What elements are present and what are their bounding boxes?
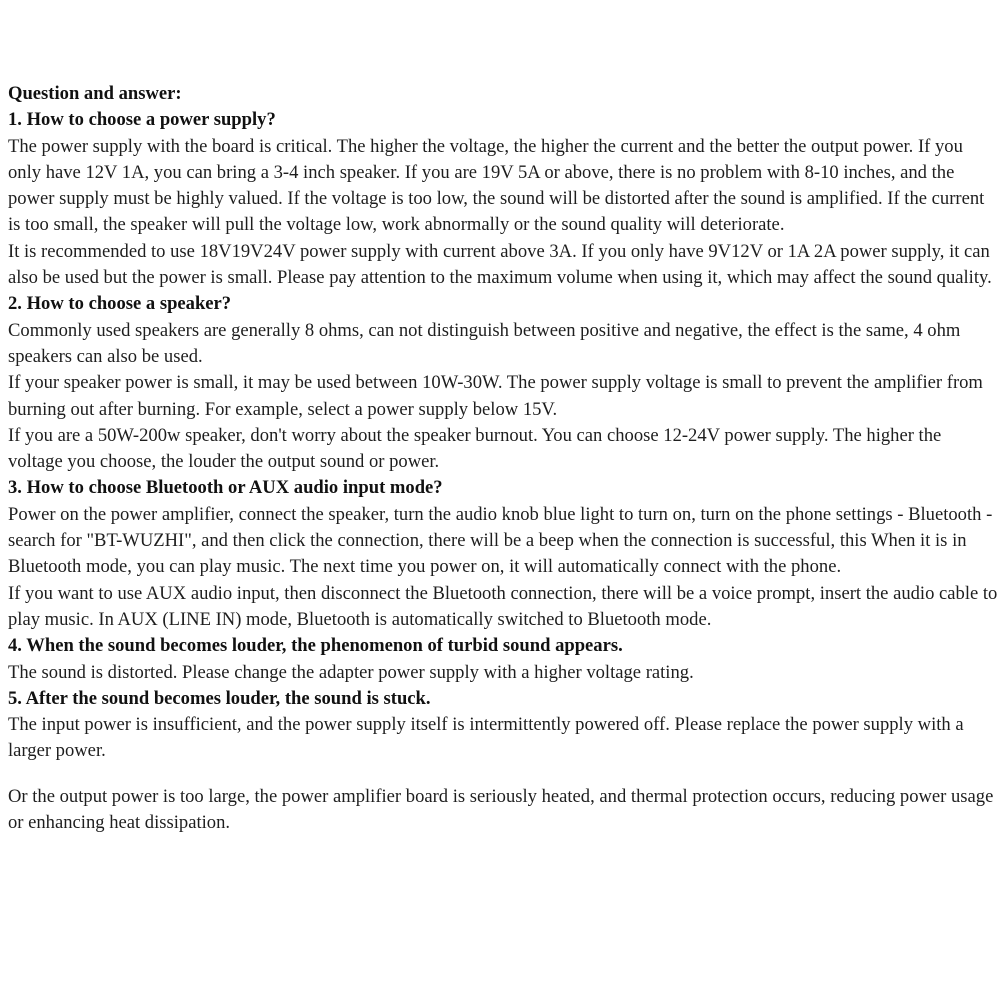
paragraph-spacer — [8, 765, 998, 784]
section-3-paragraph-1: Power on the power amplifier, connect the speaker, turn the audio knob blue light to turn on, turn on the phone settings - Bluetooth - search for "BT-WUZHI", and then click the connection, there will be a beep when the connection is successful, this When it is in Bluetooth mode, you can play music. The next time you power on, it will automatically connect with the phone. — [8, 503, 993, 578]
section-5-heading: 5. After the sound becomes louder, the sound is stuck. — [8, 687, 431, 709]
section-4-paragraph-1: The sound is distorted. Please change the adapter power supply with a higher voltage rating. — [8, 661, 694, 683]
section-1-paragraph-1: The power supply with the board is critical. The higher the voltage, the higher the current and the better the output power. If you only have 12V 1A, you can bring a 3-4 inch speaker. If you are 19V 5A or above, there is no problem with 8-10 inches, and the power supply must be highly valued. If the voltage is too low, the sound will be distorted after the sound is amplified. If the current is too small, the speaker will pull the voltage low, work abnormally or the sound quality will deteriorate. — [8, 135, 985, 236]
section-4-heading: 4. When the sound becomes louder, the phenomenon of turbid sound appears. — [8, 635, 623, 657]
section-2-heading: 2. How to choose a speaker? — [8, 293, 232, 315]
section-5-paragraph-1: The input power is insufficient, and the power supply itself is intermittently powered off. Please replace the power supply with a larger power. — [8, 714, 964, 762]
section-2-paragraph-2: If your speaker power is small, it may be used between 10W-30W. The power supply voltage is small to prevent the amplifier from burning out after burning. For example, select a power supply below 15V. — [8, 372, 983, 420]
section-3-paragraph-2: If you want to use AUX audio input, then disconnect the Bluetooth connection, there will be a voice prompt, insert the audio cable to play music. In AUX (LINE IN) mode, Bluetooth is automatically switched to Bluetooth mode. — [8, 582, 998, 630]
section-3-heading: 3. How to choose Bluetooth or AUX audio input mode? — [8, 477, 443, 499]
section-2-paragraph-3: If you are a 50W-200w speaker, don't worry about the speaker burnout. You can choose 12-24V power supply. The higher the voltage you choose, the louder the output sound or power. — [8, 424, 942, 473]
document-title: Question and answer: — [8, 83, 182, 104]
section-1-paragraph-2: It is recommended to use 18V19V24V power supply with current above 3A. If you only have 9V12V or 1A 2A power supply, it can also be used but the power is small. Please pay attention to the maximum volume when using it, which may affect the sound quality. — [8, 240, 992, 289]
closing-paragraph: Or the output power is too large, the power amplifier board is seriously heated, and thermal protection occurs, reducing power usage or enhancing heat dissipation. — [8, 785, 994, 834]
section-1-heading: 1. How to choose a power supply? — [8, 109, 276, 131]
qa-document — [8, 81, 998, 836]
section-2-paragraph-1: Commonly used speakers are generally 8 ohms, can not distinguish between positive and negative, the effect is the same, 4 ohm speakers can also be used. — [8, 319, 961, 367]
